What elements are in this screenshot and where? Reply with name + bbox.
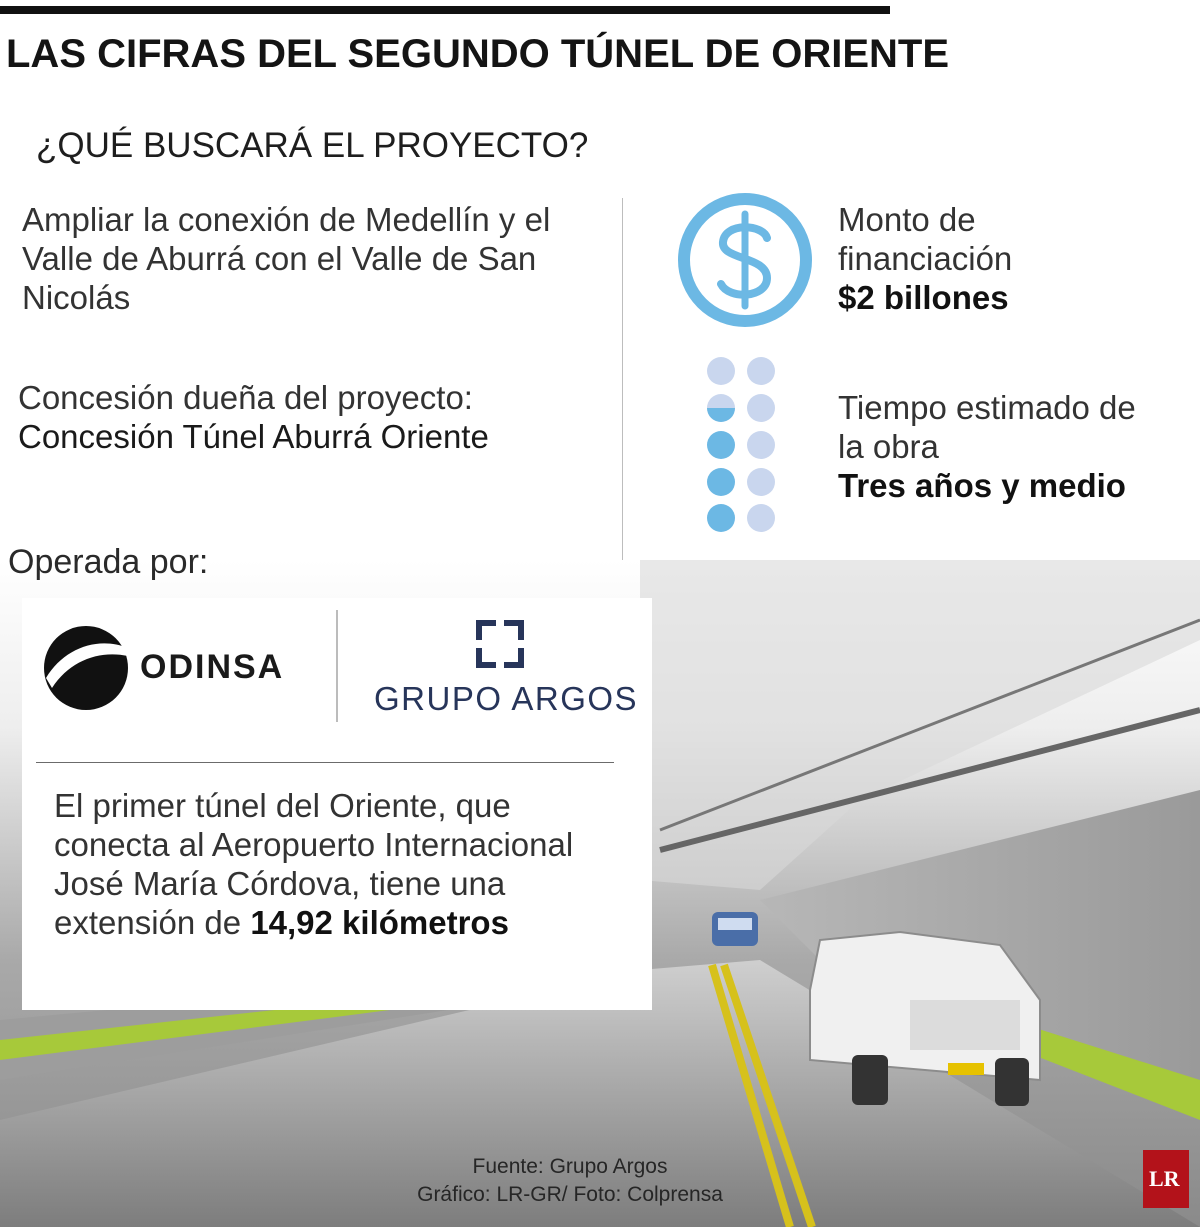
odinsa-logo-icon	[44, 626, 128, 710]
owner-value: Concesión Túnel Aburrá Oriente	[18, 418, 489, 455]
financing-value: $2 billones	[838, 279, 1009, 316]
operated-by-label: Operada por:	[8, 543, 209, 581]
project-goal-text: Ampliar la conexión de Medellín y el Valle de Aburrá con el Valle de San Nicolás	[22, 201, 551, 316]
lr-logo: LR	[1143, 1150, 1189, 1208]
credit-text: Gráfico: LR-GR/ Foto: Colprensa	[417, 1183, 723, 1206]
financing-stat	[838, 200, 1058, 317]
dot-grid-icon	[700, 355, 782, 535]
time-stat	[838, 388, 1138, 505]
odinsa-logo: ODINSA	[140, 648, 285, 686]
operator-logos	[22, 598, 652, 748]
grupo-argos-logo: GRUPO ARGOS	[374, 680, 639, 717]
source-credit	[395, 1153, 745, 1209]
operators-card	[22, 598, 652, 1010]
argos-logo-icon	[472, 616, 528, 672]
time-label: Tiempo estimado de la obra	[838, 389, 1136, 465]
owner-block	[18, 378, 608, 456]
time-value: Tres años y medio	[838, 467, 1126, 504]
top-rule	[0, 6, 890, 14]
first-tunnel-note	[54, 786, 614, 942]
column-divider	[622, 198, 623, 560]
owner-label: Concesión dueña del proyecto:	[18, 379, 473, 416]
card-divider	[36, 762, 614, 763]
logo-divider	[336, 610, 338, 722]
note-length: 14,92 kilómetros	[250, 904, 509, 941]
dollar-icon	[675, 190, 815, 330]
source-text: Fuente: Grupo Argos	[472, 1155, 668, 1178]
financing-label: Monto de financiación	[838, 201, 1013, 277]
page-title: LAS CIFRAS DEL SEGUNDO TÚNEL DE ORIENTE	[6, 32, 950, 76]
section-subtitle: ¿QUÉ BUSCARÁ EL PROYECTO?	[36, 126, 589, 165]
note-text: El primer túnel del Oriente, que conecta al Aeropuerto Internacional José María Córdova, tiene una extensión de	[54, 787, 574, 941]
